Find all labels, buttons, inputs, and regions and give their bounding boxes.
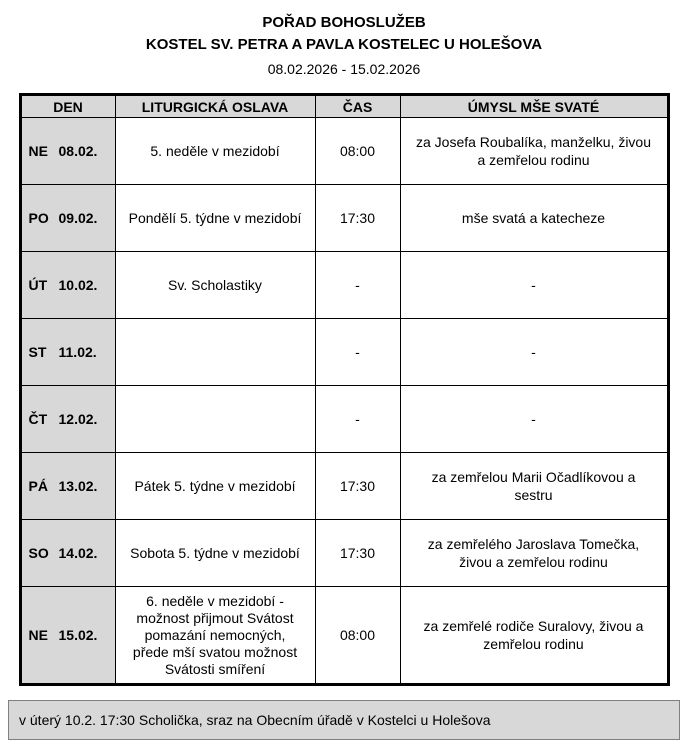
day-cell xyxy=(20,453,115,520)
time-cell: - xyxy=(315,319,400,386)
table-row xyxy=(20,520,668,587)
day-cell xyxy=(20,185,115,252)
time-cell: - xyxy=(315,252,400,319)
day-cell xyxy=(20,587,115,685)
day-date: 14.02. xyxy=(58,545,98,561)
time-cell: 08:00 xyxy=(315,587,400,685)
day-cell xyxy=(20,319,115,386)
table-row xyxy=(20,319,668,386)
intention-cell: za Josefa Roubalíka, manželku, živou a zemřelou rodinu xyxy=(400,118,668,185)
column-header-liturgicka-oslava: LITURGICKÁ OSLAVA xyxy=(115,95,315,118)
day-cell xyxy=(20,118,115,185)
intention-cell: - xyxy=(400,319,668,386)
celebration-cell: Sobota 5. týdne v mezidobí xyxy=(115,520,315,587)
intention-cell: za zemřelé rodiče Suralovy, živou a zemřelou rodinu xyxy=(400,587,668,685)
intention-cell: - xyxy=(400,386,668,453)
day-abbr: NE xyxy=(28,627,48,643)
intention-cell: mše svatá a katecheze xyxy=(400,185,668,252)
day-date: 11.02. xyxy=(58,344,97,360)
time-cell: 08:00 xyxy=(315,118,400,185)
date-range: 08.02.2026 - 15.02.2026 xyxy=(267,61,421,77)
column-header-den: DEN xyxy=(20,95,115,118)
document-title: POŘAD BOHOSLUŽEB xyxy=(262,14,426,31)
document-subtitle: KOSTEL SV. PETRA A PAVLA KOSTELEC U HOLEŠOVA xyxy=(145,36,543,53)
table-row xyxy=(20,118,668,185)
day-abbr: PÁ xyxy=(28,478,48,494)
day-date: 13.02. xyxy=(58,478,98,494)
celebration-cell: Pátek 5. týdne v mezidobí xyxy=(115,453,315,520)
intention-cell: za zemřelého Jaroslava Tomečka, živou a zemřelou rodinu xyxy=(400,520,668,587)
intention-cell: za zemřelou Marii Očadlíkovou a sestru xyxy=(400,453,668,520)
day-cell xyxy=(20,386,115,453)
time-cell: - xyxy=(315,386,400,453)
table-row xyxy=(20,386,668,453)
day-date: 12.02. xyxy=(58,411,98,427)
table-header-row xyxy=(20,95,668,118)
table-row xyxy=(20,587,668,685)
celebration-cell: Pondělí 5. týdne v mezidobí xyxy=(115,185,315,252)
time-cell: 17:30 xyxy=(315,453,400,520)
celebration-cell xyxy=(115,319,315,386)
day-abbr: ÚT xyxy=(28,277,48,293)
table-row xyxy=(20,252,668,319)
column-header-cas: ČAS xyxy=(315,95,400,118)
celebration-cell: 6. neděle v mezidobí - možnost přijmout Svátost pomazání nemocných, přede mší svatou možnost Svátosti smíření xyxy=(115,587,315,685)
day-abbr: ST xyxy=(28,344,47,360)
day-abbr: NE xyxy=(28,143,48,159)
day-cell xyxy=(20,520,115,587)
footer-note: v úterý 10.2. 17:30 Scholička, sraz na Obecním úřadě v Kostelci u Holešova xyxy=(8,700,680,740)
day-date: 10.02. xyxy=(58,277,98,293)
day-date: 09.02. xyxy=(58,210,98,226)
day-abbr: PO xyxy=(28,210,49,226)
celebration-cell: Sv. Scholastiky xyxy=(115,252,315,319)
day-abbr: ČT xyxy=(28,411,48,427)
document-header xyxy=(0,12,688,79)
day-abbr: SO xyxy=(28,545,49,561)
day-date: 15.02. xyxy=(58,627,98,643)
day-date: 08.02. xyxy=(58,143,98,159)
table-row xyxy=(20,185,668,252)
column-header-umysl-mse-svate: ÚMYSL MŠE SVATÉ xyxy=(400,95,668,118)
day-cell xyxy=(20,252,115,319)
schedule-table xyxy=(19,93,670,686)
time-cell: 17:30 xyxy=(315,185,400,252)
time-cell: 17:30 xyxy=(315,520,400,587)
celebration-cell: 5. neděle v mezidobí xyxy=(115,118,315,185)
table-row xyxy=(20,453,668,520)
celebration-cell xyxy=(115,386,315,453)
intention-cell: - xyxy=(400,252,668,319)
